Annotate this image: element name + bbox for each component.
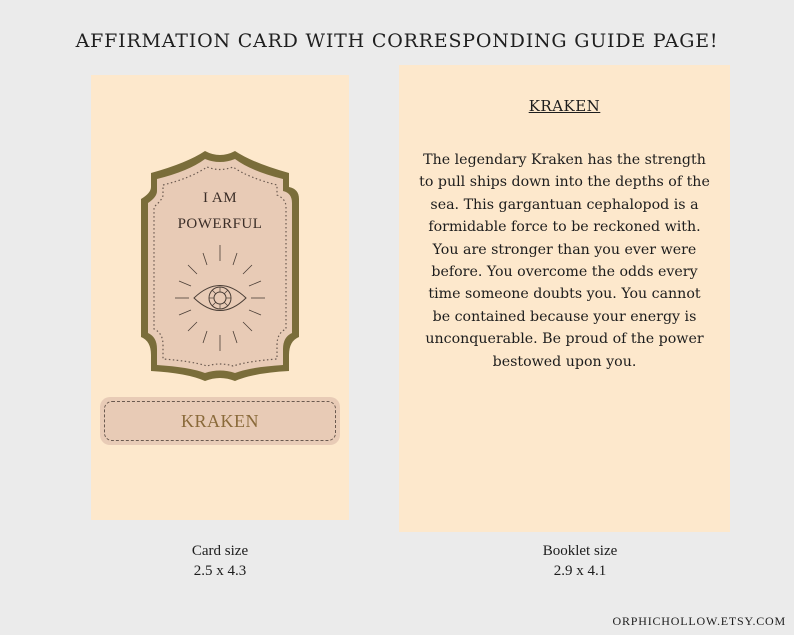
card-frame	[91, 75, 349, 520]
guide-body: The legendary Kraken has the strength to pull ships down into the depths of the sea. This gargantuan cephalopod is a formidable force to be reckoned with. You are stronger than you ever were before. You overcome the odds every time someone doubts you. You cannot be contained because your energy is unconquerable. Be proud of the power bestowed upon you.	[419, 152, 710, 370]
card-size-value: 2.5 x 4.3	[193, 563, 247, 579]
booklet-size-value: 2.9 x 4.1	[553, 563, 607, 579]
page-headline: AFFIRMATION CARD WITH CORRESPONDING GUIDE PAGE!	[75, 30, 719, 52]
booklet-size-caption	[480, 541, 680, 581]
card-size-label: Card size	[191, 543, 249, 559]
booklet-size-label: Booklet size	[542, 543, 618, 559]
guide-page	[399, 65, 730, 532]
card-size-caption	[120, 541, 320, 581]
card-name: KRAKEN	[181, 410, 259, 431]
guide-title: KRAKEN	[528, 97, 601, 115]
shop-url: ORPHICHOLLOW.ETSY.COM	[612, 614, 786, 628]
card-name-plate	[100, 397, 340, 445]
affirmation-card	[91, 75, 349, 520]
affirmation-text	[91, 185, 349, 237]
affirmation-line-1: I AM	[202, 190, 238, 206]
affirmation-line-2: POWERFUL	[177, 216, 263, 232]
